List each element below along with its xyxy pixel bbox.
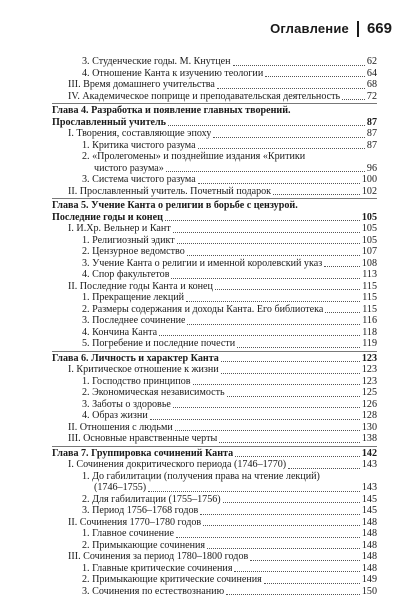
toc-entry-title: Глава 6. Личность и характер Канта [52,352,219,364]
toc-chapter-entry[interactable] [52,212,377,224]
toc-entry-title: III. Сочинения за период 1780–1800 годов [68,551,249,562]
toc-page-number: 126 [361,398,377,410]
dot-leader [177,243,360,244]
toc-entry-title: 1. Прекращение лекций [82,292,185,303]
toc-entry[interactable] [52,482,377,494]
toc-page-number: 115 [362,292,377,303]
toc-entry-title: 2. Для габилитации (1755–1756) [82,493,221,505]
dot-leader [217,88,365,89]
toc-entry-title: II. Сочинения 1770–1780 годов [68,516,202,528]
toc-entry[interactable] [52,128,377,140]
toc-entry-title: II. Отношения с людьми [68,421,173,433]
dot-leader [237,347,360,348]
dot-leader [234,571,359,572]
toc-entry-title: 2. «Пролегомены» и позднейшие издания «Критики [82,151,306,162]
toc-entry-title: 3. Учение Канта о религии и именной королевский указ [82,257,323,269]
toc-entry[interactable] [52,68,377,80]
dot-leader [264,583,360,584]
toc-page-number: 115 [362,280,377,292]
toc-entry[interactable] [52,315,377,327]
toc-page-number: 68 [366,79,377,90]
toc-entry-title: I. Творения, составляющие эпоху [68,128,212,139]
dot-leader [168,125,365,126]
toc-entry-title: 4. Спор факультетов [82,269,170,280]
toc-entry-title: 1. Критика чистого разума [82,139,196,151]
dot-leader [219,442,360,443]
toc-page-number: 119 [362,338,377,349]
toc-entry[interactable] [52,258,377,270]
toc-chapter-entry[interactable] [52,353,377,365]
dot-leader [288,468,360,469]
toc-entry[interactable] [52,140,377,152]
toc-page-number: 148 [361,551,377,562]
toc-chapter-entry[interactable] [52,200,377,212]
chapter-divider [52,351,377,352]
toc-entry[interactable] [52,422,377,434]
toc-entry-title: 3. Период 1756–1768 годов [82,505,199,516]
toc-page-number: 148 [361,562,377,574]
toc-entry-title: 2. Примыкающие сочинения [82,539,206,551]
toc-entry[interactable] [52,56,377,68]
toc-entry-title: I. Сочинения докритического периода (1746–1770) [68,459,287,470]
section-title: Оглавление [270,21,349,36]
header-separator [357,21,359,37]
toc-page-number: 118 [362,326,377,338]
toc-entry[interactable] [52,471,377,483]
dot-leader [165,220,360,221]
toc-page-number: 145 [361,505,377,516]
toc-page-number: 138 [361,433,377,444]
dot-leader [176,537,360,538]
toc-entry-title: III. Основные нравственные черты [68,433,218,444]
toc-page-number: 150 [361,585,377,597]
toc-page-number: 105 [361,234,377,246]
toc-entry[interactable] [52,292,377,304]
toc-entry-title: I. Критическое отношение к жизни [68,364,219,375]
toc-entry[interactable] [52,338,377,350]
dot-leader [159,335,360,336]
toc-entry[interactable] [52,304,377,316]
toc-page-number: 87 [366,116,377,128]
dot-leader [187,324,360,325]
chapter-divider [52,103,377,104]
toc-entry[interactable] [52,433,377,445]
dot-leader [173,407,360,408]
dot-leader [273,194,360,195]
toc-entry[interactable] [52,376,377,388]
toc-entry-title: 2. Примыкающие критические сочинения [82,574,262,585]
toc-entry[interactable] [52,540,377,552]
dot-leader [342,99,365,100]
toc-page-number: 148 [361,528,377,539]
toc-entry[interactable] [52,551,377,563]
toc-entry-title: 4. Кончина Канта [82,326,158,338]
toc-entry-title: (1746–1755) [94,482,147,493]
toc-page-number: 87 [366,139,377,151]
toc-entry[interactable] [52,91,377,103]
toc-entry-title: Глава 5. Учение Канта о религии в борьбе с цензурой. [52,200,298,211]
toc-entry-title: чистого разума» [94,162,164,174]
toc-entry-title: 1. До габилитации (получения права на чтение лекций) [82,470,320,482]
toc-page-number: 123 [361,375,377,387]
toc-entry[interactable] [52,517,377,529]
toc-entry[interactable] [52,151,377,163]
toc-entry[interactable] [52,459,377,471]
toc-page-number: 145 [361,493,377,505]
toc-entry-title: 3. Студенческие годы. М. Кнутцен [82,56,231,67]
page-number: 669 [366,20,392,37]
toc-entry[interactable] [52,174,377,186]
chapter-divider [52,198,377,199]
dot-leader [171,278,360,279]
toc-entry[interactable] [52,269,377,281]
dot-leader [250,560,360,561]
toc-entry[interactable] [52,235,377,247]
toc-page-number: 128 [361,410,377,421]
toc-entry-title: 1. Главные критические сочинения [82,562,233,574]
toc-chapter-entry[interactable] [52,105,377,117]
toc-entry[interactable] [52,505,377,517]
toc-entry-title: 5. Погребение и последние почести [82,338,236,349]
dot-leader [173,232,360,233]
toc-page-number: 107 [361,246,377,257]
toc-entry[interactable] [52,586,377,598]
toc-entry-title: 1. Главное сочинение [82,528,174,539]
toc-entry-title: I. И.Хр. Вельнер и Кант [68,223,171,234]
dot-leader [235,456,360,457]
toc-entry-title: 3. Система чистого разума [82,174,196,185]
toc-entry[interactable] [52,410,377,422]
toc-entry-title: 1. Господство принципов [82,375,191,387]
toc-entry[interactable] [52,281,377,293]
dot-leader [186,301,360,302]
toc-entry[interactable] [52,223,377,235]
toc-page-number: 113 [362,269,377,280]
toc-entry-title: II. Последние годы Канта и конец [68,280,213,292]
toc-entry-title: 2. Экономическая независимость [82,387,225,398]
toc-page-number: 105 [361,211,377,223]
dot-leader [198,183,360,184]
toc-page-number: 116 [362,315,377,326]
chapter-divider [52,446,377,447]
dot-leader [187,255,360,256]
table-of-contents [52,56,377,597]
dot-leader [227,396,360,397]
dot-leader [200,514,360,515]
toc-page-number: 102 [361,185,377,197]
dot-leader [148,491,360,492]
dot-leader [265,76,365,77]
toc-entry[interactable] [52,186,377,198]
dot-leader [221,361,360,362]
toc-page-number: 64 [366,67,377,79]
toc-entry[interactable] [52,387,377,399]
dot-leader [215,289,360,290]
toc-entry[interactable] [52,563,377,575]
toc-entry[interactable] [52,494,377,506]
toc-page-number: 149 [361,574,377,585]
toc-entry[interactable] [52,399,377,411]
toc-page-number: 143 [361,482,377,493]
toc-entry-title: 3. Последнее сочинение [82,315,186,326]
toc-page-number: 96 [366,162,377,174]
dot-leader [166,171,365,172]
dot-leader [223,502,360,503]
toc-chapter-entry[interactable] [52,448,377,460]
toc-page-number: 62 [366,56,377,67]
toc-page-number: 115 [362,303,377,315]
toc-page-number: 123 [361,352,377,364]
toc-entry-title: 3. Сочинения по естествознанию [82,585,225,597]
toc-entry-title: 2. Цензурное ведомство [82,246,185,257]
toc-page-number: 123 [361,364,377,375]
toc-entry[interactable] [52,327,377,339]
toc-entry-title: 4. Образ жизни [82,410,148,421]
dot-leader [175,430,360,431]
dot-leader [325,312,360,313]
toc-entry-title: III. Время домашнего учительства [68,79,215,90]
dot-leader [221,373,360,374]
toc-entry[interactable] [52,163,377,175]
dot-leader [213,137,365,138]
dot-leader [203,525,360,526]
toc-entry-title: 2. Размеры содержания и доходы Канта. Его библиотека [82,303,324,315]
toc-page-number: 142 [361,447,377,459]
running-header [270,20,392,37]
toc-chapter-entry[interactable] [52,117,377,129]
toc-entry-title: 4. Отношение Канта к изучению теологии [82,67,264,79]
toc-page-number: 130 [361,421,377,433]
dot-leader [207,548,360,549]
toc-entry[interactable] [52,246,377,258]
toc-page-number: 143 [361,459,377,470]
toc-page-number: 148 [361,516,377,528]
toc-page-number: 105 [361,223,377,234]
toc-entry-title: Прославленный учитель [52,116,167,128]
toc-entry-title: II. Прославленный учитель. Почетный подарок [68,185,272,197]
toc-page-number: 125 [361,387,377,398]
toc-page-number: 87 [366,128,377,139]
dot-leader [193,384,360,385]
dot-leader [150,419,360,420]
toc-entry[interactable] [52,528,377,540]
toc-entry-title: Глава 4. Разработка и появление главных творений. [52,105,291,116]
toc-entry-title: IV. Академическое поприще и преподавательская деятельность [68,90,341,102]
dot-leader [324,266,360,267]
toc-page-number: 108 [361,257,377,269]
toc-page-number: 100 [361,174,377,185]
toc-entry-title: 1. Религиозный эдикт [82,234,175,246]
toc-entry[interactable] [52,364,377,376]
toc-page-number: 72 [366,90,377,102]
toc-page-number: 148 [361,539,377,551]
dot-leader [226,594,360,595]
toc-entry-title: Глава 7. Группировка сочинений Канта [52,447,234,459]
dot-leader [233,65,365,66]
toc-entry[interactable] [52,574,377,586]
toc-entry[interactable] [52,79,377,91]
toc-entry-title: 3. Заботы о здоровье [82,398,171,410]
toc-entry-title: Последние годы и конец [52,211,163,223]
dot-leader [198,148,365,149]
